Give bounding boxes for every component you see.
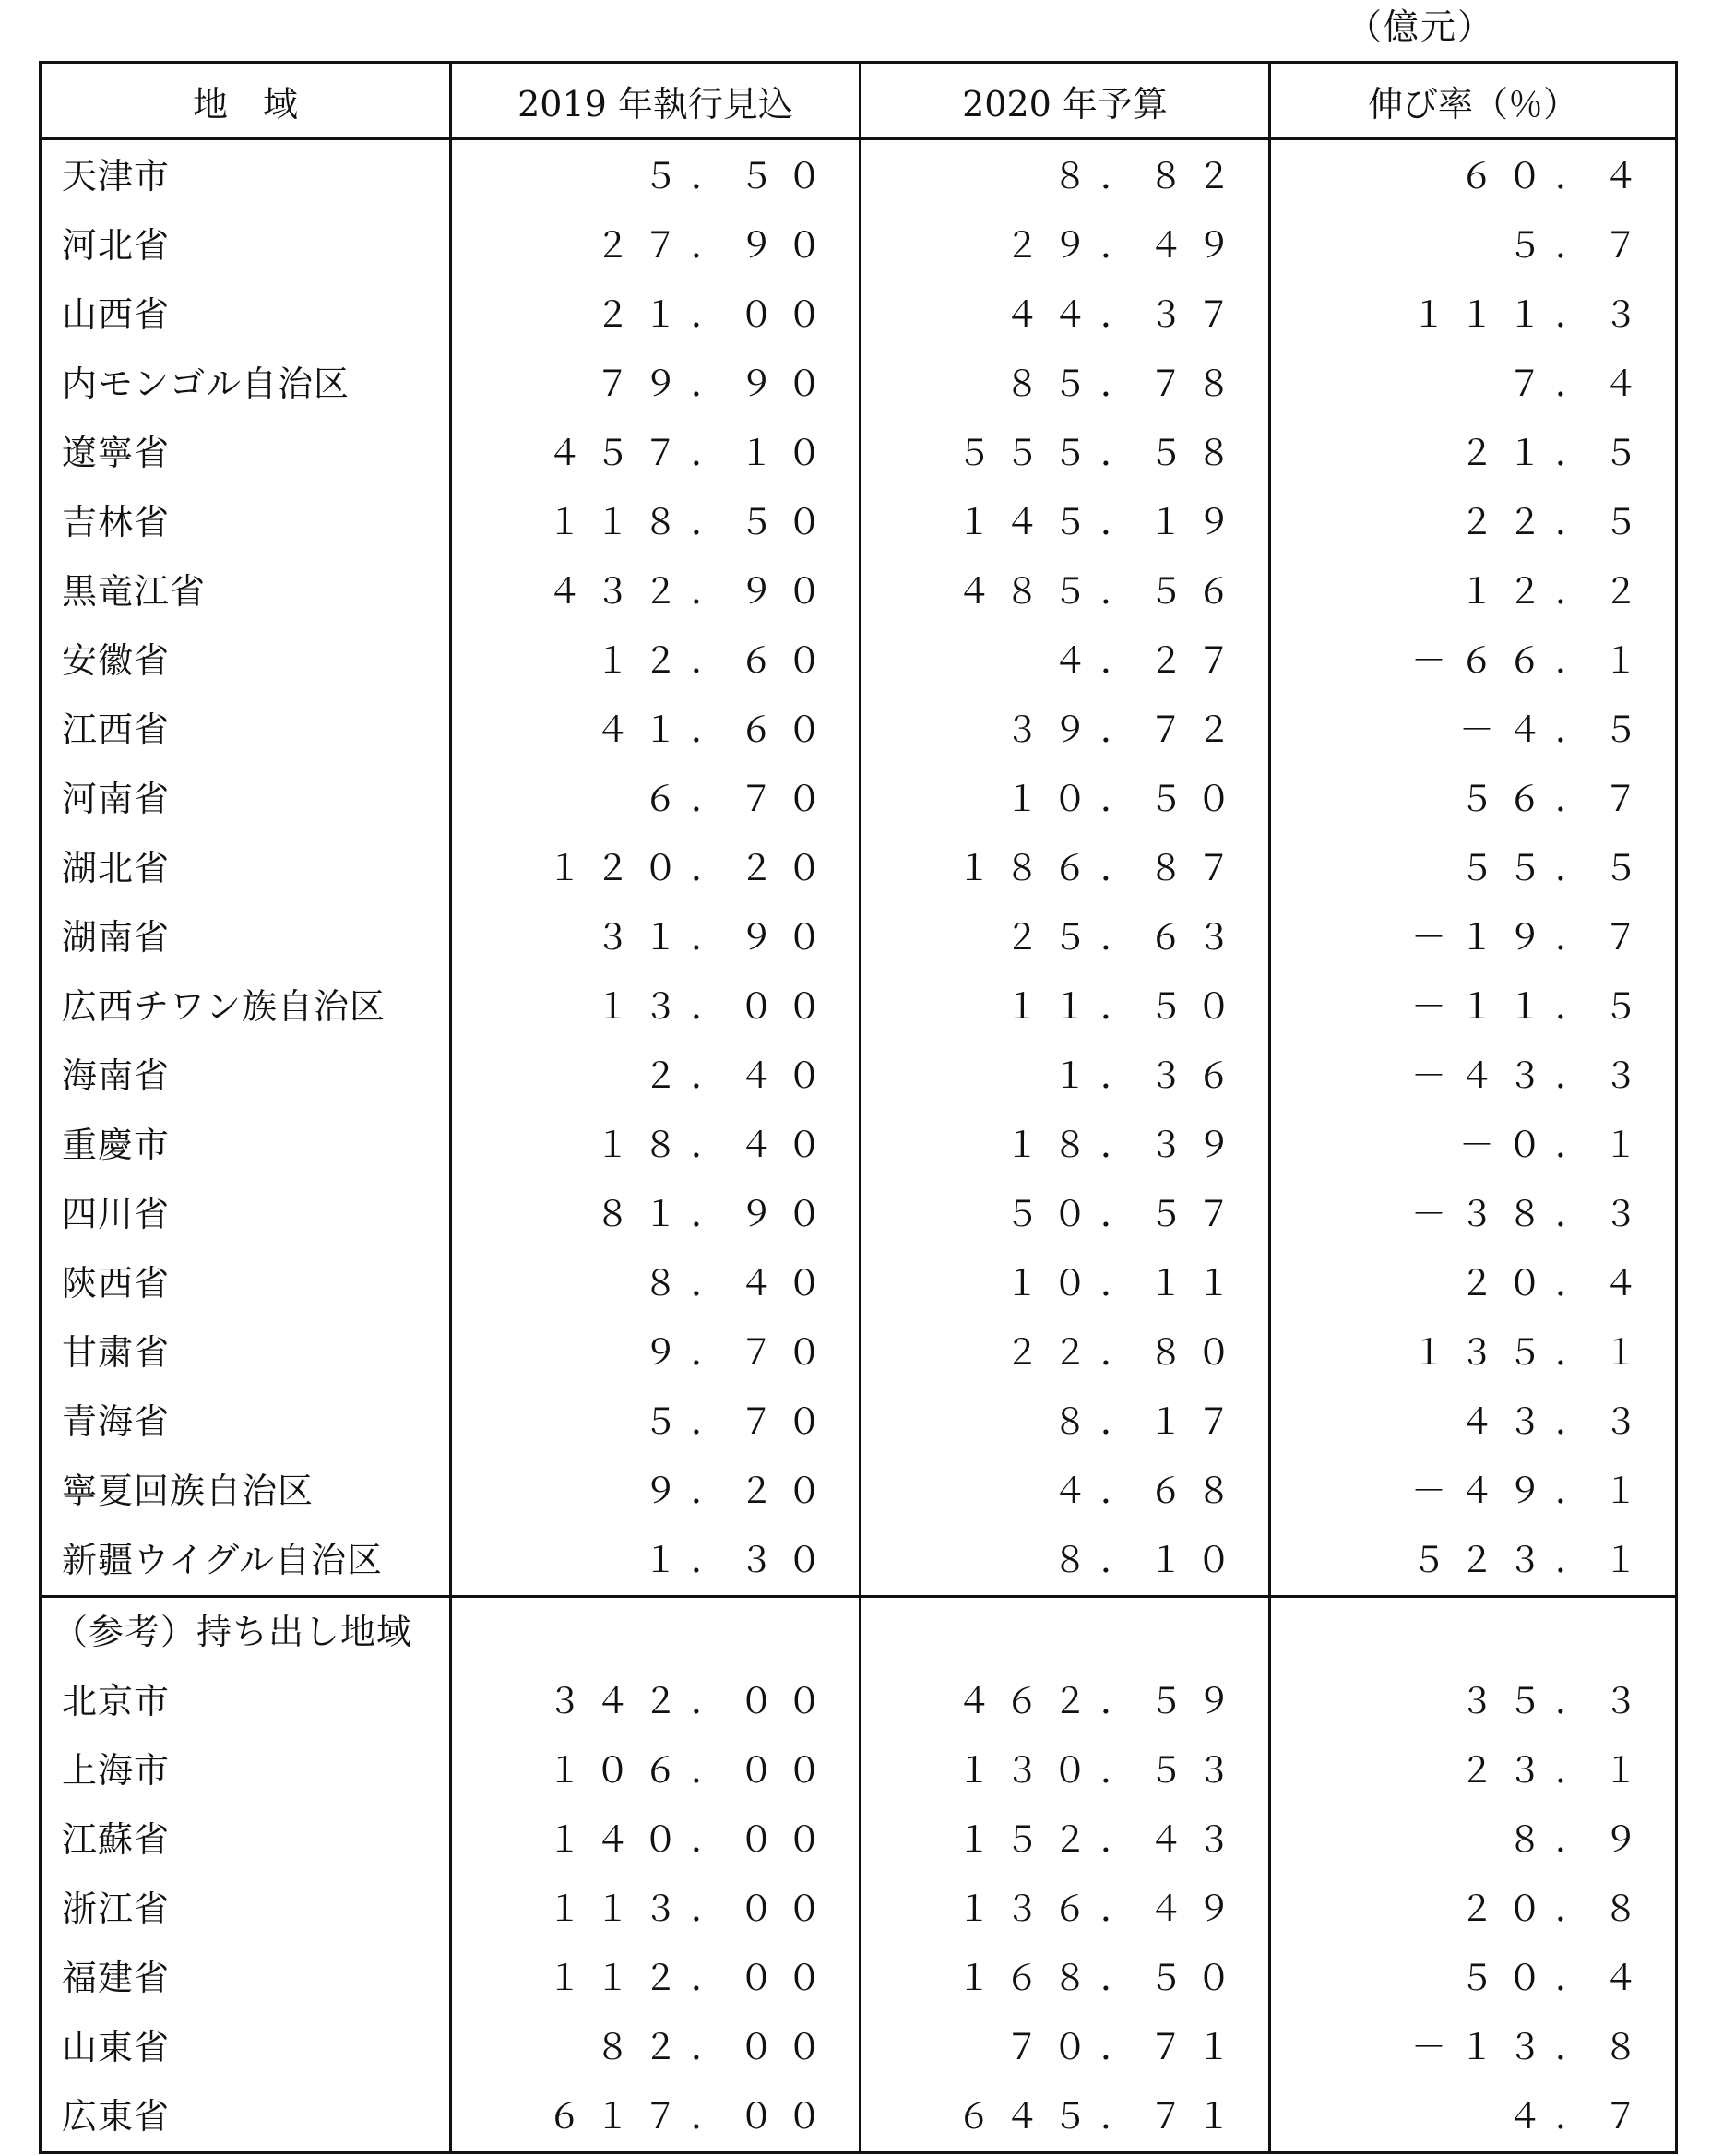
growth-rate-cell: －１１．５ [1270,972,1677,1042]
growth-rate-cell: ５２３．１ [1270,1526,1677,1597]
table-row [41,834,1677,903]
value-2020-cell: １８６．８７ [861,834,1270,903]
region-cell: 陝西省 [41,1249,451,1318]
table-row [41,972,1677,1042]
header-2020-budget: 2020 年予算 [861,63,1270,139]
growth-rate-cell: ２０．４ [1270,1249,1677,1318]
table-row [41,1944,1677,2013]
region-cell: 寧夏回族自治区 [41,1457,451,1526]
growth-rate-cell: ５．７ [1270,211,1677,280]
growth-rate-cell: ３５．３ [1270,1667,1677,1736]
value-2020-cell: １８．３９ [861,1111,1270,1180]
growth-rate-cell: ６０．４ [1270,139,1677,212]
table-row [41,1388,1677,1457]
growth-rate-cell: ２３．１ [1270,1736,1677,1805]
table-row [41,1111,1677,1180]
recipient-regions-body [41,139,1677,1597]
value-2019-cell: ３４２．００ [451,1667,861,1736]
value-2019-cell: １２０．２０ [451,834,861,903]
growth-rate-cell: ７．４ [1270,350,1677,419]
region-cell: 四川省 [41,1180,451,1249]
value-2020-cell: ２９．４９ [861,211,1270,280]
value-2019-cell: ２７．９０ [451,211,861,280]
value-2019-cell: ４１．６０ [451,696,861,765]
growth-rate-cell: ２２．５ [1270,488,1677,557]
table-row [41,1736,1677,1805]
table-row [41,488,1677,557]
value-2020-cell: ３９．７２ [861,696,1270,765]
value-2019-cell: ８．４０ [451,1249,861,1318]
growth-rate-cell: －０．１ [1270,1111,1677,1180]
value-2020-cell: ４．２７ [861,626,1270,696]
value-2019-cell: １８．４０ [451,1111,861,1180]
value-2019-cell: ８２．００ [451,2013,861,2082]
value-2020-cell: ８．１０ [861,1526,1270,1597]
region-cell: 内モンゴル自治区 [41,350,451,419]
value-2020-cell: ６４５．７１ [861,2082,1270,2153]
value-2020-cell: １３６．４９ [861,1875,1270,1944]
value-2019-cell: １３．００ [451,972,861,1042]
table-row [41,1805,1677,1875]
table-row [41,350,1677,419]
region-cell: 浙江省 [41,1875,451,1944]
budget-table [39,61,1678,2154]
growth-rate-cell: ２１．５ [1270,419,1677,488]
region-cell: 黒竜江省 [41,557,451,626]
growth-rate-cell: ８．９ [1270,1805,1677,1875]
region-cell: 上海市 [41,1736,451,1805]
region-cell: 青海省 [41,1388,451,1457]
region-cell: 河南省 [41,765,451,834]
growth-rate-cell: １３５．１ [1270,1318,1677,1388]
region-cell: 江西省 [41,696,451,765]
header-region: 地 域 [41,63,451,139]
table-row [41,139,1677,212]
value-2019-cell: ４５７．１０ [451,419,861,488]
value-2019-cell: ４３２．９０ [451,557,861,626]
growth-rate-cell: ４．７ [1270,2082,1677,2153]
value-2020-cell: １３０．５３ [861,1736,1270,1805]
value-2019-cell: ３１．９０ [451,903,861,972]
region-cell: 山西省 [41,280,451,350]
region-cell: 福建省 [41,1944,451,2013]
value-2019-cell: １１８．５０ [451,488,861,557]
value-2019-cell: ５．７０ [451,1388,861,1457]
region-cell: 吉林省 [41,488,451,557]
unit-label: （億元） [1347,6,1495,47]
growth-rate-cell: ５５．５ [1270,834,1677,903]
table-row [41,1180,1677,1249]
region-cell: 新疆ウイグル自治区 [41,1526,451,1597]
table-row [41,1875,1677,1944]
growth-rate-cell: －１３．８ [1270,2013,1677,2082]
table-row [41,1526,1677,1597]
table-row [41,1249,1677,1318]
growth-rate-cell: －３８．３ [1270,1180,1677,1249]
growth-rate-cell: ５０．４ [1270,1944,1677,2013]
value-2020-cell: ４４．３７ [861,280,1270,350]
value-2019-cell: ２１．００ [451,280,861,350]
table-row [41,765,1677,834]
growth-rate-cell: １１１．３ [1270,280,1677,350]
value-2019-cell: ８１．９０ [451,1180,861,1249]
value-2020-cell: ５０．５７ [861,1180,1270,1249]
value-2020-cell: １１．５０ [861,972,1270,1042]
value-2020-cell: ２２．８０ [861,1318,1270,1388]
region-cell: 安徽省 [41,626,451,696]
region-cell: 北京市 [41,1667,451,1736]
value-2019-cell: ６．７０ [451,765,861,834]
value-2020-cell: １５２．４３ [861,1805,1270,1875]
growth-rate-cell: －４３．３ [1270,1042,1677,1111]
value-2020-cell: １６８．５０ [861,1944,1270,2013]
region-cell: 広東省 [41,2082,451,2153]
value-2020-cell: ４．６８ [861,1457,1270,1526]
value-2020-cell: ７０．７１ [861,2013,1270,2082]
table-row [41,2013,1677,2082]
region-cell: 江蘇省 [41,1805,451,1875]
table-row [41,1457,1677,1526]
value-2019-cell: ９．７０ [451,1318,861,1388]
value-2020-cell: １０．１１ [861,1249,1270,1318]
header-row [41,63,1677,139]
growth-rate-cell: －４．５ [1270,696,1677,765]
table-row [41,1042,1677,1111]
table-row [41,903,1677,972]
growth-rate-cell: １２．２ [1270,557,1677,626]
region-cell: 河北省 [41,211,451,280]
region-cell: 遼寧省 [41,419,451,488]
region-cell: 湖北省 [41,834,451,903]
table-row [41,696,1677,765]
table-row [41,419,1677,488]
growth-rate-cell: ２０．８ [1270,1875,1677,1944]
value-2020-cell: ４６２．５９ [861,1667,1270,1736]
value-2020-cell: ８．８２ [861,139,1270,212]
header-growth-rate: 伸び率（％） [1270,63,1677,139]
value-2020-cell: １０．５０ [861,765,1270,834]
region-cell: 山東省 [41,2013,451,2082]
value-2020-cell: ４８５．５６ [861,557,1270,626]
table-row [41,280,1677,350]
value-2019-cell: ２．４０ [451,1042,861,1111]
value-2020-cell: ２５．６３ [861,903,1270,972]
table-row [41,626,1677,696]
table-row [41,1667,1677,1736]
region-cell: 甘粛省 [41,1318,451,1388]
growth-rate-cell: －４９．１ [1270,1457,1677,1526]
value-2019-cell: ９．２０ [451,1457,861,1526]
value-2019-cell: １０６．００ [451,1736,861,1805]
region-cell: 海南省 [41,1042,451,1111]
table-row [41,2082,1677,2153]
value-2020-cell: ８．１７ [861,1388,1270,1457]
region-cell: 重慶市 [41,1111,451,1180]
reference-section-row [41,1597,1677,1668]
value-2020-cell: ５５５．５８ [861,419,1270,488]
value-2019-cell: ６１７．００ [451,2082,861,2153]
growth-rate-cell: －１９．７ [1270,903,1677,972]
table-row [41,1318,1677,1388]
table-header [41,63,1677,139]
value-2020-cell: １．３６ [861,1042,1270,1111]
value-2019-cell: ５．５０ [451,139,861,212]
reference-regions-body [41,1597,1677,2153]
region-cell: 天津市 [41,139,451,212]
header-2019-estimate: 2019 年執行見込 [451,63,861,139]
value-2019-cell: １４０．００ [451,1805,861,1875]
table-row [41,557,1677,626]
region-cell: 広西チワン族自治区 [41,972,451,1042]
value-2020-cell: ８５．７８ [861,350,1270,419]
value-2019-cell: １．３０ [451,1526,861,1597]
growth-rate-cell: －６６．１ [1270,626,1677,696]
region-cell: 湖南省 [41,903,451,972]
value-2019-cell: ７９．９０ [451,350,861,419]
value-2019-cell: １１３．００ [451,1875,861,1944]
value-2019-cell: １１２．００ [451,1944,861,2013]
value-2020-cell: １４５．１９ [861,488,1270,557]
value-2019-cell: １２．６０ [451,626,861,696]
growth-rate-cell: ４３．３ [1270,1388,1677,1457]
growth-rate-cell: ５６．７ [1270,765,1677,834]
table-row [41,211,1677,280]
reference-section-label: （参考）持ち出し地域 [41,1597,451,1668]
